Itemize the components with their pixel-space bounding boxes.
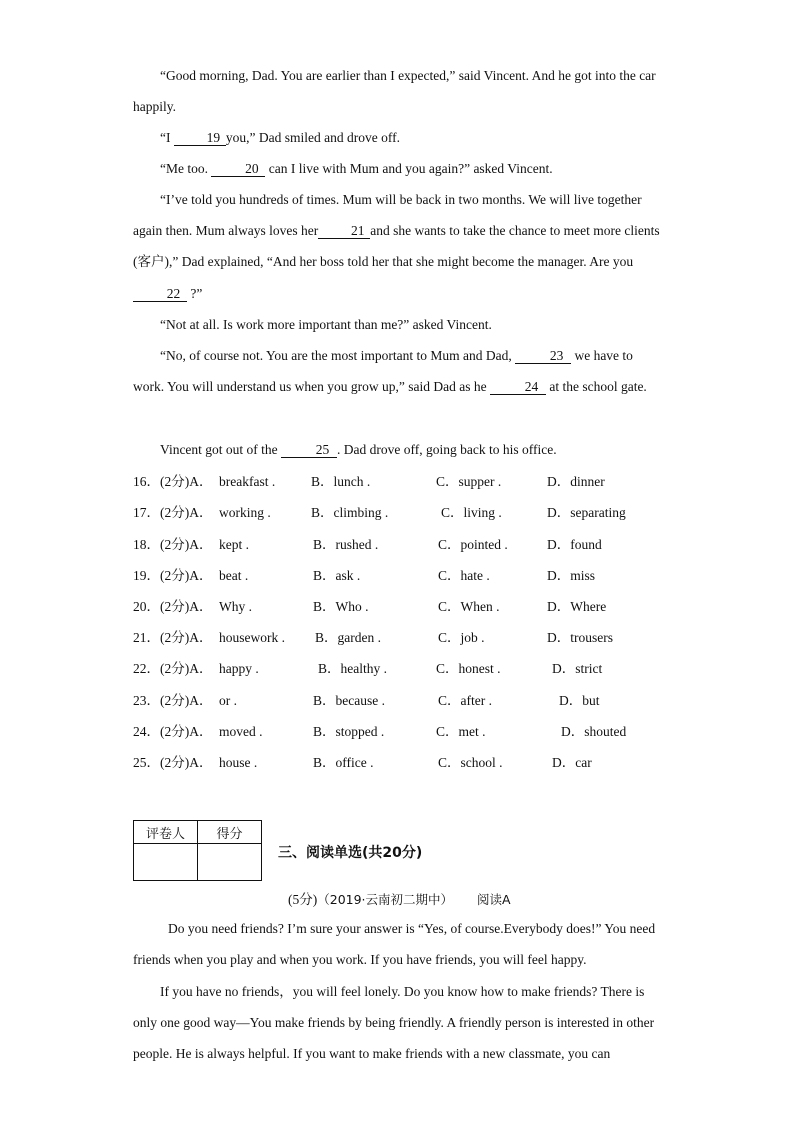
- option-c: C．job .: [438, 630, 485, 645]
- subheading-source: （2019·云南初二期中）: [317, 892, 454, 907]
- option-c: C．pointed .: [438, 537, 508, 552]
- option-b: B．because .: [313, 693, 385, 708]
- option-c: C．after .: [438, 693, 492, 708]
- option-c: C．living .: [441, 505, 502, 520]
- option-b: B．Who .: [313, 599, 369, 614]
- question-number: 17．(2分)A．: [133, 505, 213, 520]
- question-number: 24．(2分)A．: [133, 724, 213, 739]
- reading-paragraph-1: Do you need friends? I’m sure your answer is “Yes, of course.Everybody does!” You need friends when you play and when you work. If you have friends, you will feel happy.: [133, 921, 656, 968]
- reading-paragraph-2: If you have no friends，you will feel lonely. Do you know how to make friends? There is only one good way—You make friends by being friendly. A friendly person is interested in other people. He is always helpful. If you want to make friends with a new classmate, you can: [133, 984, 655, 1062]
- option-a: kept .: [219, 537, 249, 552]
- option-d: D．strict: [552, 661, 603, 676]
- score-cell: [198, 844, 262, 881]
- option-d: D．shouted: [561, 724, 627, 739]
- option-b: B．healthy .: [318, 661, 387, 676]
- grader-score-table: [133, 820, 262, 881]
- option-b: B．garden .: [315, 630, 381, 645]
- grader-header: 评卷人: [134, 821, 198, 844]
- question-number: 22．(2分)A．: [133, 661, 213, 676]
- option-b: B．rushed .: [313, 537, 379, 552]
- score-header: 得分: [198, 821, 262, 844]
- option-b: B．office .: [313, 755, 374, 770]
- reading-subheading: [288, 888, 511, 908]
- option-d: D．car: [552, 755, 592, 770]
- option-d: D．dinner: [547, 474, 605, 489]
- question-number: 21．(2分)A．: [133, 630, 213, 645]
- option-a: happy .: [219, 661, 259, 676]
- blank-21: 21: [318, 224, 370, 239]
- option-a: beat .: [219, 568, 249, 583]
- question-number: 18．(2分)A．: [133, 537, 213, 552]
- subheading-score: (5分): [288, 892, 318, 907]
- question-number: 25．(2分)A．: [133, 755, 213, 770]
- option-d: D．separating: [547, 505, 626, 520]
- story-paragraph-5: “Not at all. Is work more important than me?” asked Vincent.: [160, 317, 492, 332]
- story-paragraph-7: Vincent got out of the 25 . Dad drove off, going back to his office.: [160, 442, 557, 457]
- option-b: B．climbing .: [311, 505, 389, 520]
- subheading-label: 阅读A: [477, 892, 511, 907]
- option-b: B．ask .: [313, 568, 361, 583]
- option-a: moved .: [219, 724, 263, 739]
- option-a: breakfast .: [219, 474, 276, 489]
- option-b: B．stopped .: [313, 724, 385, 739]
- option-d: D．Where: [547, 599, 607, 614]
- question-number: 20．(2分)A．: [133, 599, 213, 614]
- story-paragraph-3: “Me too. 20 can I live with Mum and you again?” asked Vincent.: [160, 161, 553, 176]
- option-d: D．miss: [547, 568, 596, 583]
- option-a: or .: [219, 693, 237, 708]
- option-a: house .: [219, 755, 258, 770]
- option-a: working .: [219, 505, 271, 520]
- option-d: D．trousers: [547, 630, 613, 645]
- option-c: C．school .: [438, 755, 503, 770]
- option-c: C．hate .: [438, 568, 490, 583]
- option-c: C．met .: [436, 724, 486, 739]
- question-number: 19．(2分)A．: [133, 568, 213, 583]
- option-d: D．found: [547, 537, 602, 552]
- story-paragraph-2: “I 19 you,” Dad smiled and drove off.: [160, 130, 400, 145]
- story-paragraph-1: “Good morning, Dad. You are earlier than I expected,” said Vincent. And he got into the car happily.: [133, 68, 656, 115]
- section-title: 三、阅读单选(共20分): [278, 845, 423, 861]
- option-c: C．When .: [438, 599, 500, 614]
- blank-24: 24: [490, 380, 546, 395]
- story-paragraph-4: “I’ve told you hundreds of times. Mum will be back in two months. We will live together again then. Mum always loves her 21 and she wants to take the chance to meet more clients (客户),” Dad explained, “And her boss told her that she might become the manager. Are you22 ?”: [133, 192, 660, 301]
- question-number: 23．(2分)A．: [133, 693, 213, 708]
- blank-19: 19: [174, 131, 226, 146]
- option-b: B．lunch .: [311, 474, 371, 489]
- blank-22: 22: [133, 287, 187, 302]
- option-c: C．honest .: [436, 661, 501, 676]
- option-a: Why .: [219, 599, 252, 614]
- grader-cell: [134, 844, 198, 881]
- option-d: D．but: [559, 693, 600, 708]
- blank-20: 20: [211, 162, 265, 177]
- question-number: 16．(2分)A．: [133, 474, 213, 489]
- blank-25: 25: [281, 443, 337, 458]
- story-paragraph-6: “No, of course not. You are the most important to Mum and Dad, 23 we have to work. You will understand us when you grow up,” said Dad as he 24 at the school gate.: [133, 348, 647, 395]
- option-a: housework .: [219, 630, 285, 645]
- option-c: C．supper .: [436, 474, 502, 489]
- blank-23: 23: [515, 349, 571, 364]
